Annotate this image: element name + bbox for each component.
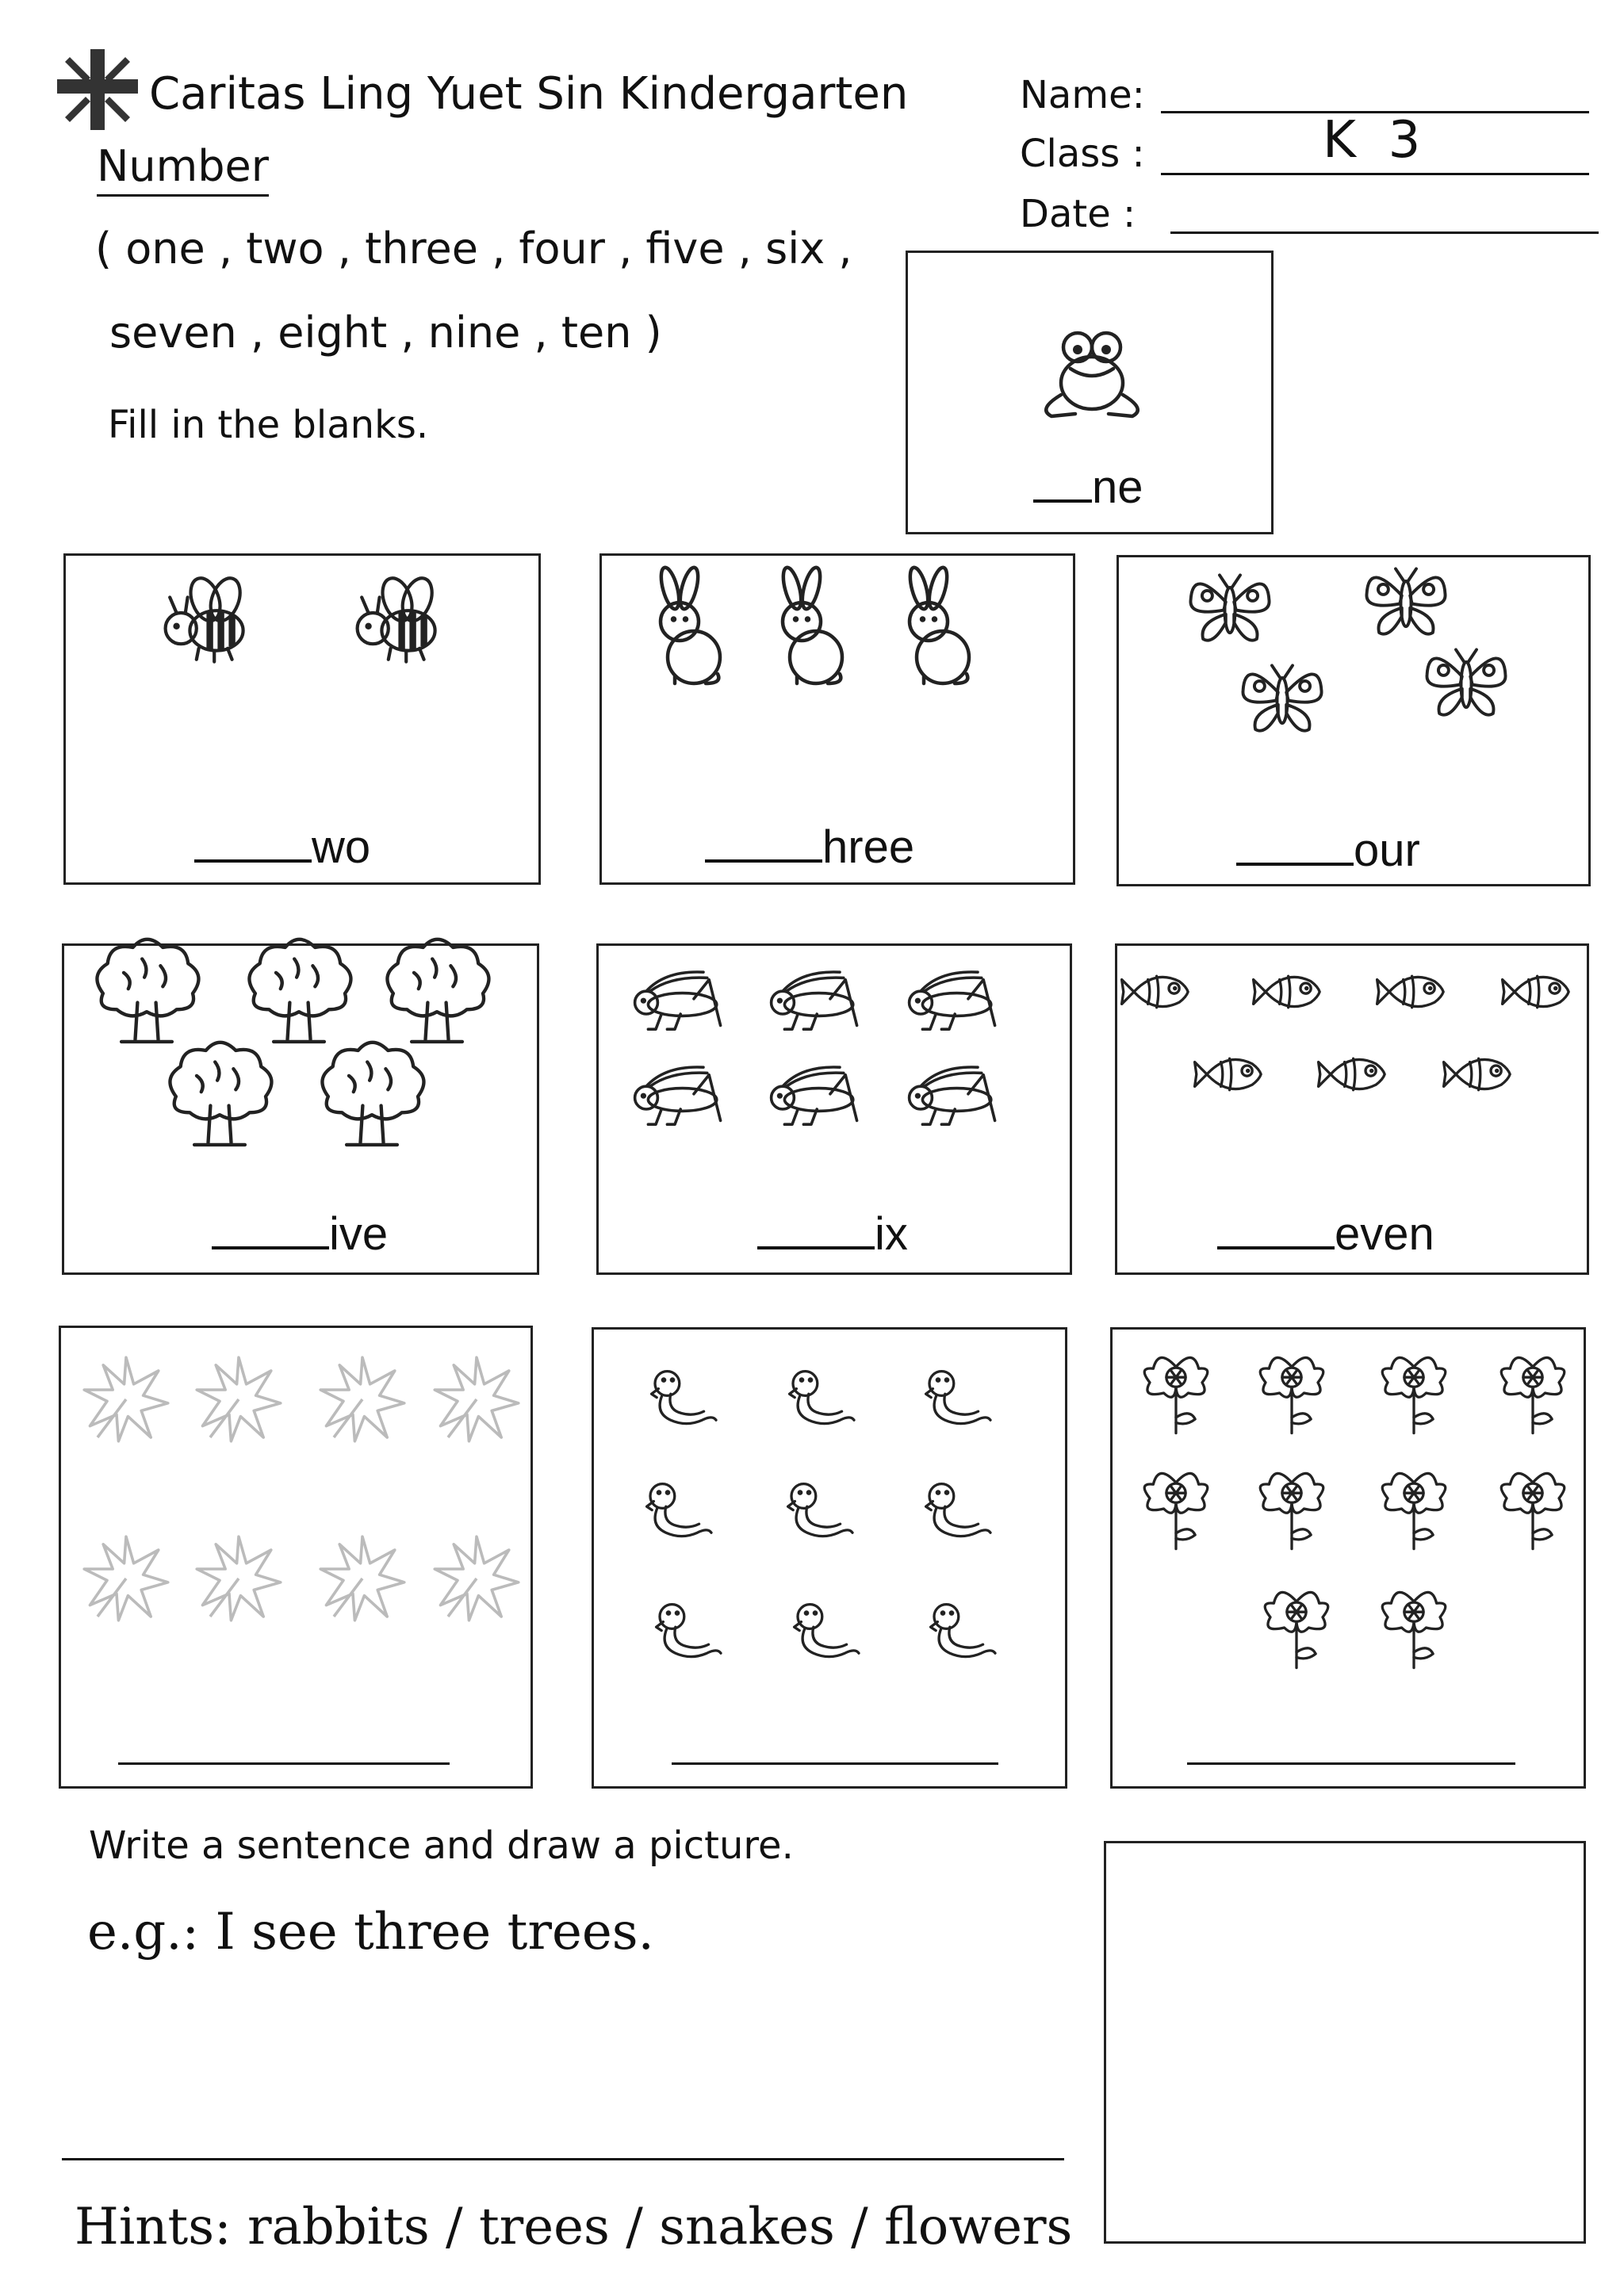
date-label: Date : bbox=[1020, 192, 1136, 236]
exercise-box-one bbox=[906, 251, 1274, 534]
snake-icon bbox=[795, 1605, 859, 1657]
butterfly-icon bbox=[1366, 568, 1445, 633]
flower-picture-group bbox=[1113, 1330, 1584, 1786]
flower-icon bbox=[1501, 1473, 1564, 1548]
leaf-icon bbox=[84, 1536, 168, 1621]
exercise-box-two bbox=[63, 553, 541, 885]
flower-icon bbox=[1501, 1357, 1564, 1433]
date-field[interactable] bbox=[1170, 232, 1599, 234]
exercise-box-six bbox=[596, 943, 1072, 1275]
exercise-box-ten bbox=[1110, 1327, 1586, 1789]
snake-icon bbox=[926, 1372, 990, 1424]
answer-blank[interactable] bbox=[1033, 461, 1143, 514]
fish-icon bbox=[1377, 976, 1444, 1008]
answer-line[interactable] bbox=[118, 1762, 450, 1765]
class-value: K 3 bbox=[1323, 111, 1421, 170]
butterfly-icon bbox=[1243, 665, 1321, 730]
snake-icon bbox=[788, 1484, 852, 1536]
exercise-box-seven bbox=[1115, 943, 1589, 1275]
name-label: Name: bbox=[1020, 73, 1145, 117]
frog-icon bbox=[1046, 333, 1138, 416]
snake-icon bbox=[657, 1605, 721, 1657]
subject-title: Number bbox=[97, 141, 269, 197]
rabbit-icon bbox=[657, 566, 720, 683]
picture-group bbox=[1113, 1330, 1584, 1786]
word-list-line-2: seven , eight , nine , ten ) bbox=[109, 308, 662, 358]
snake-icon bbox=[790, 1372, 854, 1424]
answer-line[interactable] bbox=[672, 1762, 998, 1765]
word-ending: hree bbox=[822, 821, 915, 873]
leaf-icon bbox=[197, 1536, 281, 1621]
answer-blank[interactable] bbox=[212, 1207, 388, 1261]
answer-blank[interactable] bbox=[757, 1207, 908, 1261]
butterfly-icon bbox=[1190, 575, 1269, 640]
fish-icon bbox=[1254, 976, 1320, 1008]
flower-icon bbox=[1260, 1473, 1323, 1548]
answer-line[interactable] bbox=[1187, 1762, 1515, 1765]
leaf-icon bbox=[320, 1357, 404, 1441]
answer-blank[interactable] bbox=[1217, 1207, 1434, 1261]
fish-icon bbox=[1444, 1058, 1511, 1090]
exercise-box-four bbox=[1116, 555, 1591, 886]
snake-icon bbox=[647, 1484, 711, 1536]
school-logo-icon bbox=[54, 46, 141, 133]
tree-icon bbox=[249, 939, 350, 1042]
drawing-area[interactable] bbox=[1104, 1841, 1586, 2244]
word-list-line-1: ( one , two , three , four , five , six , bbox=[95, 224, 852, 274]
snake-icon bbox=[652, 1372, 716, 1424]
fish-icon bbox=[1122, 976, 1189, 1008]
exercise-box-five bbox=[62, 943, 539, 1275]
picture-group bbox=[61, 1328, 530, 1786]
sentence-instruction: Write a sentence and draw a picture. bbox=[89, 1823, 794, 1868]
grasshopper-icon bbox=[910, 1067, 995, 1124]
answer-blank[interactable] bbox=[705, 821, 914, 874]
fish-icon bbox=[1319, 1058, 1385, 1090]
leaf-icon bbox=[435, 1357, 519, 1441]
tree-icon bbox=[387, 939, 488, 1042]
sentence-example: e.g.: I see three trees. bbox=[87, 1903, 654, 1961]
fill-instruction: Fill in the blanks. bbox=[108, 403, 429, 447]
leaf-icon bbox=[435, 1536, 519, 1621]
rabbit-icon bbox=[906, 566, 969, 683]
bee-icon bbox=[166, 574, 246, 661]
leaf-icon bbox=[84, 1357, 168, 1441]
word-ending: ne bbox=[1092, 461, 1143, 513]
answer-blank[interactable] bbox=[194, 821, 370, 874]
grasshopper-icon bbox=[635, 972, 721, 1029]
sentence-answer-line[interactable] bbox=[62, 2158, 1064, 2160]
class-field[interactable] bbox=[1161, 173, 1589, 175]
answer-blank[interactable] bbox=[1236, 824, 1420, 877]
butterfly-icon bbox=[1427, 649, 1505, 714]
leaf-icon bbox=[320, 1536, 404, 1621]
grasshopper-icon bbox=[772, 972, 857, 1029]
word-ending: ix bbox=[875, 1208, 908, 1260]
grasshopper-icon bbox=[772, 1067, 857, 1124]
snake-icon bbox=[931, 1605, 995, 1657]
leaf-icon bbox=[197, 1357, 281, 1441]
grasshopper-icon bbox=[635, 1067, 721, 1124]
fish-icon bbox=[1195, 1058, 1262, 1090]
school-name: Caritas Ling Yuet Sin Kindergarten bbox=[149, 68, 909, 120]
word-ending: even bbox=[1335, 1208, 1434, 1260]
snake-picture-group bbox=[594, 1330, 1065, 1786]
snake-icon bbox=[926, 1484, 990, 1536]
class-label: Class : bbox=[1020, 132, 1145, 176]
exercise-box-three bbox=[599, 553, 1075, 885]
fish-icon bbox=[1503, 976, 1569, 1008]
bee-icon bbox=[358, 574, 438, 661]
word-ending: our bbox=[1354, 825, 1420, 876]
flower-icon bbox=[1382, 1473, 1445, 1548]
rabbit-icon bbox=[779, 566, 842, 683]
hints-text: Hints: rabbits / trees / snakes / flowers bbox=[75, 2198, 1073, 2256]
word-ending: wo bbox=[312, 821, 371, 873]
picture-group bbox=[594, 1330, 1065, 1786]
tree-icon bbox=[97, 939, 198, 1042]
tree-icon bbox=[322, 1043, 423, 1145]
flower-icon bbox=[1382, 1592, 1445, 1667]
flower-icon bbox=[1265, 1592, 1327, 1667]
leaf-picture-group bbox=[61, 1328, 530, 1786]
exercise-box-nine bbox=[592, 1327, 1067, 1789]
flower-icon bbox=[1260, 1357, 1323, 1433]
flower-icon bbox=[1144, 1473, 1207, 1548]
tree-icon bbox=[170, 1043, 271, 1145]
grasshopper-icon bbox=[910, 972, 995, 1029]
flower-icon bbox=[1144, 1357, 1207, 1433]
exercise-box-eight bbox=[59, 1326, 533, 1789]
flower-icon bbox=[1382, 1357, 1445, 1433]
word-ending: ive bbox=[329, 1208, 389, 1260]
